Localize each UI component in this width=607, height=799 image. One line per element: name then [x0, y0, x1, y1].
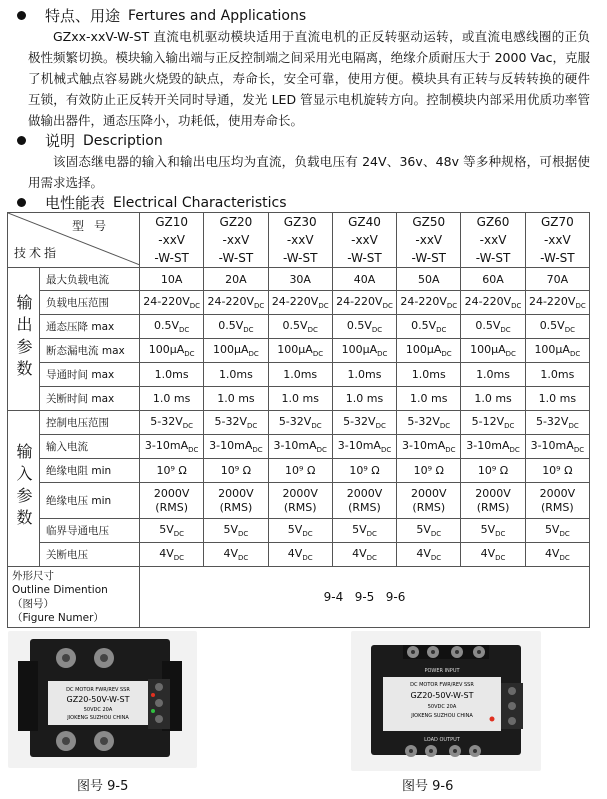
- features-paragraph: [28, 26, 590, 131]
- model-header-line: -W-ST: [218, 251, 254, 265]
- table-row: [8, 435, 590, 459]
- features-title-en: Fertures and Applications: [128, 7, 307, 24]
- value-cell: $24-220V_{DC}$: [461, 291, 525, 315]
- value-line: 2000V: [153, 486, 190, 500]
- value-cell: $24-220V_{DC}$: [525, 291, 589, 315]
- right-label-5: JIOKENG SUZHOU CHINA: [411, 713, 473, 719]
- outline-label-line: （Figure Numer）: [12, 612, 104, 624]
- value-cell: $4V_{DC}$: [525, 543, 589, 567]
- electrical-heading: [13, 192, 286, 213]
- value-cell: 1.0 ms: [204, 387, 268, 411]
- value-cell: $100\mu A_{DC}$: [525, 339, 589, 363]
- model-header-line: -W-ST: [154, 251, 189, 265]
- product-photo-9-5: [8, 631, 197, 768]
- model-header: [461, 213, 525, 268]
- table-row: [8, 268, 590, 291]
- value-cell: $0.5V_{DC}$: [204, 315, 268, 339]
- model-header-line: -xxV: [158, 233, 186, 247]
- param-label: 控制电压范围: [40, 411, 140, 435]
- table-row: [8, 363, 590, 387]
- value-cell: 20A: [204, 268, 268, 291]
- right-label-1: POWER INPUT: [424, 668, 460, 674]
- bullet-icon: [17, 198, 26, 207]
- value-cell: $0.5V_{DC}$: [268, 315, 332, 339]
- model-header-line: -W-ST: [540, 251, 575, 265]
- value-cell: 1.0ms: [140, 363, 204, 387]
- param-label: 最大负载电流: [40, 268, 140, 291]
- description-text: 该固态继电器的输入和输出电压均为直流，负载电压有 24V、36v、48v 等多种规格，可根据使用需求选择。: [28, 154, 590, 190]
- table-row: [8, 543, 590, 567]
- model-header-line: -W-ST: [475, 251, 511, 265]
- value-cell: $5V_{DC}$: [140, 519, 204, 543]
- left-label-1: DC MOTOR FWR/REV SSR: [66, 687, 130, 693]
- value-cell: $5V_{DC}$: [461, 519, 525, 543]
- model-header: [268, 213, 332, 268]
- features-heading: [13, 5, 306, 26]
- value-line: (RMS): [348, 500, 381, 514]
- model-header-line: GZ70: [540, 215, 574, 229]
- outline-label: [8, 567, 140, 628]
- value-cell: 50A: [397, 268, 461, 291]
- param-label: 绝缘电压 min: [40, 483, 140, 519]
- value-line: 2000V: [282, 486, 318, 500]
- description-heading: [13, 130, 163, 151]
- value-line: 2000V: [475, 486, 511, 500]
- value-cell: 1.0ms: [268, 363, 332, 387]
- model-header-line: -xxV: [351, 233, 378, 247]
- value-cell: [204, 483, 268, 519]
- value-cell: [397, 483, 461, 519]
- value-cell: $100\mu A_{DC}$: [461, 339, 525, 363]
- value-cell: 1.0ms: [525, 363, 589, 387]
- value-cell: 10⁹ Ω: [204, 459, 268, 483]
- outline-row: [8, 567, 590, 628]
- value-cell: [140, 483, 204, 519]
- left-label-3: 50VDC 20A: [83, 707, 113, 713]
- value-cell: 10⁹ Ω: [397, 459, 461, 483]
- value-cell: $5-32V_{DC}$: [397, 411, 461, 435]
- value-cell: $5-32V_{DC}$: [140, 411, 204, 435]
- description-paragraph: [28, 151, 590, 193]
- param-label: 导通时间 max: [40, 363, 140, 387]
- value-cell: 10A: [140, 268, 204, 291]
- model-header-line: -W-ST: [411, 251, 447, 265]
- model-header: [140, 213, 204, 268]
- value-cell: $24-220V_{DC}$: [204, 291, 268, 315]
- value-cell: 1.0ms: [204, 363, 268, 387]
- value-cell: $3-10mA_{DC}$: [140, 435, 204, 459]
- value-cell: $0.5V_{DC}$: [397, 315, 461, 339]
- model-header-line: GZ10: [155, 215, 189, 229]
- table-row: [8, 483, 590, 519]
- value-cell: [268, 483, 332, 519]
- bullet-icon: [17, 11, 26, 20]
- value-line: 2000V: [218, 486, 254, 500]
- value-cell: $5V_{DC}$: [268, 519, 332, 543]
- value-cell: 10⁹ Ω: [268, 459, 332, 483]
- value-cell: $5V_{DC}$: [332, 519, 396, 543]
- value-cell: $0.5V_{DC}$: [140, 315, 204, 339]
- model-header: [397, 213, 461, 268]
- value-cell: $24-220V_{DC}$: [140, 291, 204, 315]
- param-label: 关断电压: [40, 543, 140, 567]
- param-label: 绝缘电阻 min: [40, 459, 140, 483]
- value-cell: $5-32V_{DC}$: [332, 411, 396, 435]
- value-cell: 1.0ms: [461, 363, 525, 387]
- left-label-2: GZ20-50V-W-ST: [66, 695, 130, 704]
- value-cell: $3-10mA_{DC}$: [461, 435, 525, 459]
- left-label-4: JIOKENG SUZHOU CHINA: [67, 715, 129, 721]
- input-group-text: 输入参数: [14, 443, 33, 531]
- outline-label-line: 外形尺寸: [12, 570, 54, 582]
- value-cell: 1.0 ms: [461, 387, 525, 411]
- value-line: (RMS): [412, 500, 446, 514]
- param-label: 断态漏电流 max: [40, 339, 140, 363]
- value-cell: $3-10mA_{DC}$: [397, 435, 461, 459]
- model-header-line: -W-ST: [347, 251, 382, 265]
- model-header: [525, 213, 589, 268]
- value-cell: 40A: [332, 268, 396, 291]
- value-line: (RMS): [283, 500, 317, 514]
- value-cell: $0.5V_{DC}$: [332, 315, 396, 339]
- param-label: 关断时间 max: [40, 387, 140, 411]
- right-label-3: GZ20-50V-W-ST: [410, 691, 474, 700]
- value-cell: $5-32V_{DC}$: [204, 411, 268, 435]
- caption-9-5: 图号 9-5: [77, 779, 129, 794]
- spec-table: [7, 212, 590, 628]
- value-cell: 1.0 ms: [525, 387, 589, 411]
- value-cell: $4V_{DC}$: [397, 543, 461, 567]
- value-cell: 10⁹ Ω: [332, 459, 396, 483]
- table-row: [8, 339, 590, 363]
- model-header-line: -W-ST: [282, 251, 318, 265]
- value-cell: 70A: [525, 268, 589, 291]
- outline-label-line: （图号）: [12, 598, 54, 610]
- value-line: (RMS): [476, 500, 510, 514]
- param-label: 输入电流: [40, 435, 140, 459]
- model-header: [332, 213, 396, 268]
- value-cell: $4V_{DC}$: [332, 543, 396, 567]
- model-header: [204, 213, 268, 268]
- right-label-6: LOAD OUTPUT: [424, 737, 460, 743]
- param-label: 通态压降 max: [40, 315, 140, 339]
- table-row: [8, 387, 590, 411]
- value-cell: [525, 483, 589, 519]
- value-cell: $5-12V_{DC}$: [461, 411, 525, 435]
- model-header-line: GZ50: [412, 215, 446, 229]
- model-header-line: GZ20: [219, 215, 253, 229]
- value-cell: $4V_{DC}$: [268, 543, 332, 567]
- model-header-line: -xxV: [543, 233, 571, 247]
- value-line: (RMS): [219, 500, 253, 514]
- value-cell: $5V_{DC}$: [525, 519, 589, 543]
- model-header-line: -xxV: [479, 233, 507, 247]
- header-model: 型 号: [72, 219, 109, 233]
- model-header-line: -xxV: [286, 233, 314, 247]
- table-corner-header: [8, 213, 140, 268]
- value-cell: $0.5V_{DC}$: [525, 315, 589, 339]
- value-cell: 60A: [461, 268, 525, 291]
- value-cell: $100\mu A_{DC}$: [397, 339, 461, 363]
- outline-label-line: Outline Dimention: [12, 584, 108, 596]
- product-photo-9-6: [351, 631, 541, 771]
- value-cell: $5V_{DC}$: [397, 519, 461, 543]
- table-row: [8, 459, 590, 483]
- value-cell: 1.0 ms: [397, 387, 461, 411]
- value-cell: 1.0ms: [397, 363, 461, 387]
- value-cell: 1.0 ms: [268, 387, 332, 411]
- value-cell: $3-10mA_{DC}$: [332, 435, 396, 459]
- bullet-icon: [17, 136, 26, 145]
- value-cell: $4V_{DC}$: [461, 543, 525, 567]
- value-cell: $4V_{DC}$: [204, 543, 268, 567]
- header-index: 技术指: [14, 246, 60, 260]
- value-cell: $3-10mA_{DC}$: [525, 435, 589, 459]
- value-line: (RMS): [155, 500, 188, 514]
- param-label: 临界导通电压: [40, 519, 140, 543]
- value-cell: 1.0 ms: [332, 387, 396, 411]
- table-row: [8, 315, 590, 339]
- value-cell: 10⁹ Ω: [461, 459, 525, 483]
- value-cell: 10⁹ Ω: [140, 459, 204, 483]
- value-cell: 30A: [268, 268, 332, 291]
- model-header-line: GZ60: [476, 215, 510, 229]
- value-cell: $24-220V_{DC}$: [268, 291, 332, 315]
- value-cell: $100\mu A_{DC}$: [204, 339, 268, 363]
- value-cell: $4V_{DC}$: [140, 543, 204, 567]
- description-title-cn: 说明: [45, 132, 76, 150]
- value-line: 2000V: [411, 486, 447, 500]
- value-cell: $5V_{DC}$: [204, 519, 268, 543]
- electrical-title-en: Electrical Characteristics: [113, 194, 287, 211]
- value-cell: $5-32V_{DC}$: [268, 411, 332, 435]
- model-header-line: -xxV: [415, 233, 443, 247]
- model-header-line: GZ30: [283, 215, 317, 229]
- value-cell: $3-10mA_{DC}$: [204, 435, 268, 459]
- right-label-4: 50VDC 20A: [427, 704, 457, 710]
- table-row: [8, 519, 590, 543]
- value-cell: [461, 483, 525, 519]
- input-group-label: [8, 411, 40, 567]
- output-group-text: 输出参数: [14, 293, 33, 382]
- value-cell: $24-220V_{DC}$: [332, 291, 396, 315]
- model-header-line: -xxV: [222, 233, 250, 247]
- caption-9-6: 图号 9-6: [402, 779, 454, 794]
- value-cell: $5-32V_{DC}$: [525, 411, 589, 435]
- param-label: 负载电压范围: [40, 291, 140, 315]
- value-cell: $100\mu A_{DC}$: [140, 339, 204, 363]
- output-group-label: [8, 268, 40, 411]
- value-cell: $100\mu A_{DC}$: [268, 339, 332, 363]
- value-cell: $0.5V_{DC}$: [461, 315, 525, 339]
- value-cell: $100\mu A_{DC}$: [332, 339, 396, 363]
- value-cell: $24-220V_{DC}$: [397, 291, 461, 315]
- value-cell: 10⁹ Ω: [525, 459, 589, 483]
- electrical-title-cn: 电性能表: [45, 194, 106, 212]
- table-row: [8, 291, 590, 315]
- value-cell: [332, 483, 396, 519]
- value-cell: 1.0 ms: [140, 387, 204, 411]
- right-label-2: DC MOTOR FWR/REV SSR: [410, 682, 474, 688]
- value-cell: 1.0ms: [332, 363, 396, 387]
- value-cell: $3-10mA_{DC}$: [268, 435, 332, 459]
- outline-figures: 9-4 9-5 9-6: [140, 567, 590, 628]
- model-header-line: GZ40: [348, 215, 381, 229]
- table-row: [8, 411, 590, 435]
- value-line: 2000V: [539, 486, 576, 500]
- value-line: (RMS): [540, 500, 574, 514]
- features-title-cn: 特点、用途: [45, 7, 121, 25]
- value-line: 2000V: [346, 486, 383, 500]
- features-text: GZxx-xxV-W-ST 直流电机驱动模块适用于直流电机的正反转驱动运转，或直流电感线圈的正负极性频繁切换。模块输入输出端与正反控制端之间采用光电隔离，绝缘介质耐压大于 2000 Vac，克服了机械式触点容易跳火烧毁的缺点，寿命长，安全可靠，使用方便。模块具有正转与反转转换的硬件互锁，有效防止正反转开关同时导通，发光 LED 管显示电机旋转方向。控制模块内部采用优质功率管做输出器件，通态压降小，功耗低，使用寿命长。: [28, 29, 590, 128]
- description-title-en: Description: [83, 132, 163, 149]
